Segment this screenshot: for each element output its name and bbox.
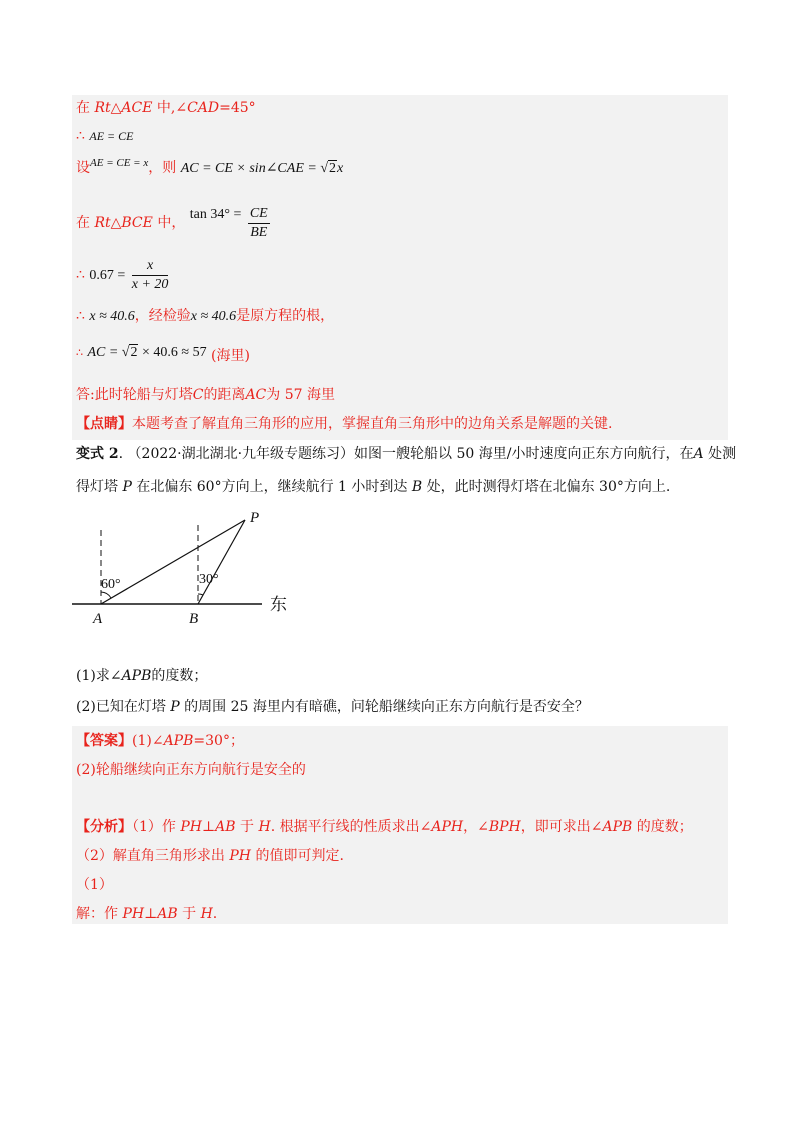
analysis-line1: 【分析】（1）作 PH⊥AB 于 H. 根据平行线的性质求出∠APH，∠BPH，即可求出∠APB 的度数；: [76, 819, 693, 835]
problem-line2: 得灯塔 P 在北偏东 60°方向上，继续航行 1 小时到达 B 处，此时测得灯塔在北偏东 30°方向上.: [76, 479, 671, 495]
sol1-line7: ∴ AC = √2 × 40.6 ≈ 57 (海里): [76, 345, 250, 364]
segment-bp: [198, 520, 245, 604]
problem-line1: 变式 2. （2022·湖北湖北·九年级专题练习）如图一艘轮船以 50 海里/小时速度向正东方向航行，在A 处测: [76, 446, 737, 462]
analysis-line2: （2）解直角三角形求出 PH 的值即可判定.: [76, 848, 344, 864]
sol1-comment: 【点睛】本题考查了解直角三角形的应用，掌握直角三角形中的边角关系是解题的关键.: [76, 416, 613, 432]
label-a: A: [93, 611, 103, 627]
sol1-line4: 在 Rt△BCE 中， tan 34° = $\frac{CE}{BE}$: [76, 205, 268, 240]
answer-line2: (2)轮船继续向正东方向航行是安全的: [76, 762, 306, 778]
segment-ap: [101, 520, 245, 604]
sol1-line6: ∴ x ≈ 40.6，经检验x ≈ 40.6是原方程的根，: [76, 308, 335, 324]
label-b: B: [189, 611, 199, 627]
angle-label-b: 30°: [199, 572, 219, 587]
angle-arc-b: [198, 594, 203, 595]
label-east: 东: [270, 595, 287, 614]
question-2: (2)已知在灯塔 P 的周围 25 海里内有暗礁，问轮船继续向正东方向航行是否安全？: [76, 699, 589, 715]
sol1-line5: ∴ 0.67 = $\frac{x}{x + 20}$: [76, 257, 169, 292]
sol1-line2: ∴ AE = CE: [76, 128, 134, 144]
sol1-line1: 在 Rt△ACE 中,∠CAD=45°: [76, 100, 256, 116]
solution-line: 解：作 PH⊥AB 于 H.: [76, 906, 218, 922]
answer-line1: 【答案】(1)∠APB=30°；: [76, 733, 244, 749]
angle-arc-a: [101, 592, 111, 598]
label-p: P: [250, 510, 260, 526]
sol1-answer: 答:此时轮船与灯塔C的距离AC为 57 海里: [76, 387, 335, 403]
sol1-line3: 设$^{AE = CE = x}$，则 AC = CE × sin∠CAE = √2x: [76, 157, 344, 176]
angle-label-a: 60°: [101, 577, 121, 592]
question-1: (1)求∠APB的度数；: [76, 668, 208, 684]
part1-label: （1）: [76, 877, 113, 893]
